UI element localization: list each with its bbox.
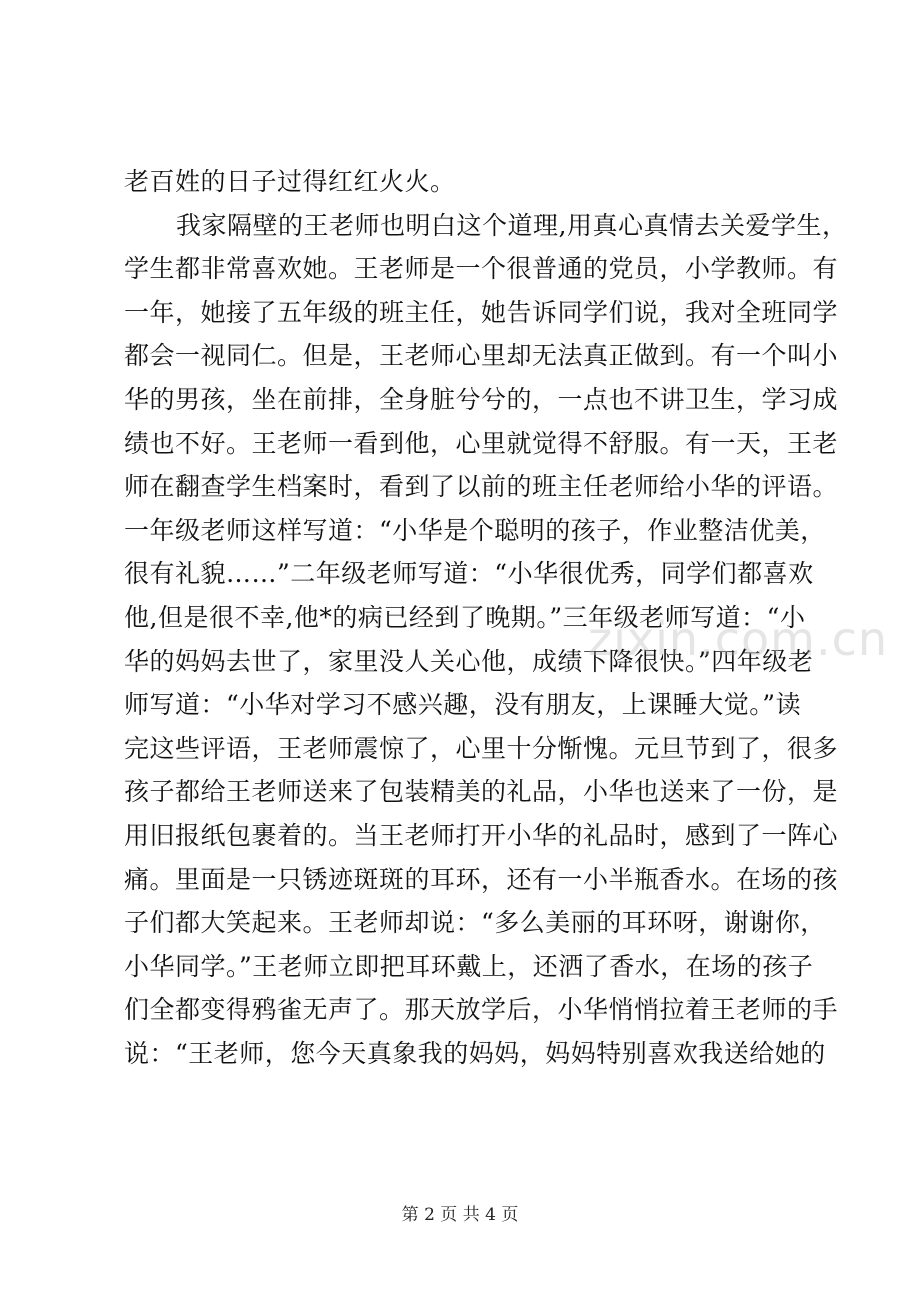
text-line: 学生都非常喜欢她。王老师是一个很普通的党员，小学教师。有: [124, 254, 839, 284]
text-line: 们全都变得鸦雀无声了。那天放学后，小华悄悄拉着王老师的手: [124, 995, 839, 1025]
text-line: 绩也不好。王老师一看到他，心里就觉得不舒服。有一天，王老: [124, 428, 839, 458]
text-line: 小华同学。”王老师立即把耳环戴上，还洒了香水，在场的孩子: [124, 951, 814, 981]
paragraph-start-line: 我家隔壁的王老师也明白这个道理,用真心真情去关爱学生，: [176, 210, 848, 240]
text-line: 很有礼貌……”二年级老师写道：“小华很优秀，同学们都喜欢: [124, 559, 814, 589]
text-line: 师在翻查学生档案时，看到了以前的班主任老师给小华的评语。: [124, 472, 839, 502]
text-line: 师写道：“小华对学习不感兴趣，没有朋友，上课睡大觉。”读: [124, 690, 802, 720]
text-line: 华的妈妈去世了，家里没人关心他，成绩下降很快。”四年级老: [124, 646, 814, 676]
body-text: [124, 160, 848, 1075]
page-footer: 第 2 页 共 4 页: [401, 1205, 519, 1225]
text-line: 华的男孩，坐在前排，全身脏兮兮的，一点也不讲卫生，学习成: [124, 384, 839, 414]
text-line: 一年级老师这样写道：“小华是个聪明的孩子，作业整洁优美，: [124, 515, 826, 545]
text-line: 完这些评语，王老师震惊了，心里十分惭愧。元旦节到了，很多: [124, 733, 839, 763]
text-line: 痛。里面是一只锈迹斑斑的耳环，还有一小半瓶香水。在场的孩: [124, 864, 839, 894]
text-line: 孩子都给王老师送来了包装精美的礼品，小华也送来了一份，是: [124, 777, 839, 807]
text-line: 他,但是很不幸,他*的病已经到了晚期。”三年级老师写道：“小: [124, 602, 806, 632]
text-line: 子们都大笑起来。王老师却说：“多么美丽的耳环呀，谢谢你，: [124, 908, 826, 938]
text-line: 说：“王老师，您今天真象我的妈妈，妈妈特别喜欢我送给她的: [124, 1038, 826, 1068]
text-line: 老百姓的日子过得红红火火。: [124, 167, 456, 196]
text-line: 用旧报纸包裹着的。当王老师打开小华的礼品时，感到了一阵心: [124, 820, 839, 850]
watermark: zixin.com.cn: [588, 612, 889, 666]
text-line: 都会一视同仁。但是，王老师心里却无法真正做到。有一个叫小: [124, 341, 839, 371]
text-line: 一年，她接了五年级的班主任，她告诉同学们说，我对全班同学: [124, 297, 839, 327]
